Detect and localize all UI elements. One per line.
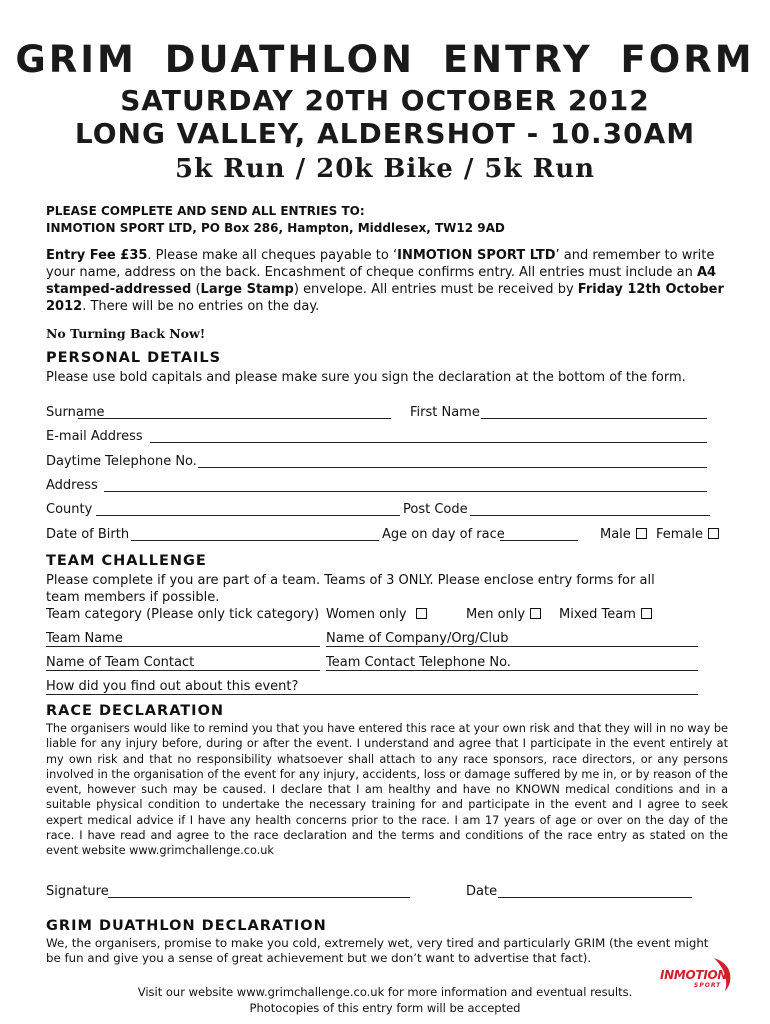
signature-field[interactable] <box>108 897 410 898</box>
team-contact-label: Name of Team Contact <box>46 655 195 670</box>
team-contact-phone-field[interactable] <box>326 670 698 671</box>
logo-sub: SPORT <box>694 982 722 989</box>
phone-field[interactable] <box>198 467 707 468</box>
email-label: E-mail Address <box>46 429 143 444</box>
payee: INMOTION SPORT LTD <box>397 248 556 263</box>
male-option[interactable] <box>600 527 647 542</box>
personal-details-heading: PERSONAL DETAILS <box>46 350 222 366</box>
company-field[interactable] <box>326 646 698 647</box>
entry-fee-paragraph <box>46 247 724 315</box>
men-option[interactable] <box>466 607 541 622</box>
email-field[interactable] <box>150 442 707 443</box>
fee-text-5: . There will be no entries on the day. <box>82 299 320 314</box>
team-name-field[interactable] <box>46 646 320 647</box>
how-found-field[interactable] <box>46 694 698 695</box>
mixed-option[interactable] <box>559 607 652 622</box>
female-label: Female <box>656 527 704 542</box>
surname-label: Surname <box>46 405 105 420</box>
mixed-label: Mixed Team <box>559 607 636 622</box>
men-label: Men only <box>466 607 526 622</box>
event-location: LONG VALLEY, ALDERSHOT - 10.30AM <box>74 117 696 150</box>
slogan: No Turning Back Now! <box>46 326 206 341</box>
team-challenge-heading: TEAM CHALLENGE <box>46 553 207 569</box>
send-heading: PLEASE COMPLETE AND SEND ALL ENTRIES TO: <box>46 204 365 218</box>
stamp-size: Large Stamp <box>200 282 294 297</box>
personal-instructions: Please use bold capitals and please make sure you sign the declaration at the bottom of the form. <box>46 370 686 385</box>
send-address: INMOTION SPORT LTD, PO Box 286, Hampton, Middlesex, TW12 9AD <box>46 221 505 235</box>
envelope-size: A4 stamped-addressed <box>46 265 717 297</box>
grim-declaration-text: We, the organisers, promise to make you cold, extremely wet, very tired and particularly GRIM (the event might be fun and give you a sense of great achievement but we don’t want to advertise that fact). <box>46 936 709 966</box>
grim-declaration-heading: GRIM DUATHLON DECLARATION <box>46 918 327 934</box>
footer-photocopies: Photocopies of this entry form will be accepted <box>249 1001 521 1015</box>
race-declaration-heading: RACE DECLARATION <box>46 703 225 719</box>
team-category-label: Team category (Please only tick category) <box>46 607 320 622</box>
age-label: Age on day of race <box>382 527 505 542</box>
address-label: Address <box>46 478 98 493</box>
men-checkbox[interactable] <box>530 608 541 619</box>
postcode-field[interactable] <box>470 515 710 516</box>
fee-text-3: ( <box>191 282 201 297</box>
female-checkbox[interactable] <box>708 528 719 539</box>
county-label: County <box>46 502 93 517</box>
team-contact-phone-label: Team Contact Telephone No. <box>326 655 511 670</box>
company-label: Name of Company/Org/Club <box>326 631 509 646</box>
phone-label: Daytime Telephone No. <box>46 454 197 469</box>
women-checkbox[interactable] <box>416 608 427 619</box>
fee-text-1: . Please make all cheques payable to ‘ <box>147 248 398 263</box>
first-name-label: First Name <box>410 405 480 420</box>
team-contact-field[interactable] <box>46 670 320 671</box>
age-field[interactable] <box>500 540 578 541</box>
entry-deadline: Friday 12th October 2012 <box>46 282 724 314</box>
team-name-label: Team Name <box>46 631 123 646</box>
event-format: 5k Run / 20k Bike / 5k Run <box>175 154 595 184</box>
women-option[interactable] <box>326 607 427 622</box>
team-instructions: Please complete if you are part of a team. Teams of 3 ONLY. Please enclose entry forms for all team members if possible. <box>46 573 655 605</box>
footer-website: Visit our website www.grimchallenge.co.uk for more information and eventual results. <box>137 985 633 999</box>
male-label: Male <box>600 527 631 542</box>
male-checkbox[interactable] <box>636 528 647 539</box>
entry-fee: Entry Fee £35 <box>46 248 148 263</box>
race-declaration-text: The organisers would like to remind you that you have entered this race at your own risk and that they will in no way be liable for any injury before, during or after the event. I understand and agree that I participate in the event entirely at my own risk and that no responsibility whatsoever shall attach to any race sponsors, race directors, or any persons involved in the organisation of the event for any injury, accidents, loss or damage suffered by me in, or by reason of the event, however such may be caused. I declare that I am healthy and have no KNOWN medical conditions and in a suitable physical condition to undertake the necessary training for and participate in the event and I agree to seek expert medical advice if I have any health concerns prior to the race. I am 17 years of age or over on the day of the race. I have read and agree to the race declaration and the terms and conditions of the race entry as stated on the event website www.grimchallenge.co.uk <box>46 722 728 858</box>
female-option[interactable] <box>656 527 719 542</box>
dob-label: Date of Birth <box>46 527 130 542</box>
date-field[interactable] <box>498 897 692 898</box>
women-label: Women only <box>326 607 407 622</box>
date-label: Date <box>466 884 498 899</box>
signature-label: Signature <box>46 884 109 899</box>
first-name-field[interactable] <box>481 418 707 419</box>
event-date: SATURDAY 20TH OCTOBER 2012 <box>120 84 650 117</box>
how-found-label: How did you find out about this event? <box>46 679 299 694</box>
fee-text-4: ) envelope. All entries must be received by <box>293 282 578 297</box>
surname-field[interactable] <box>78 418 391 419</box>
logo-name: INMOTION <box>660 968 728 982</box>
form-title: GRIM DUATHLON ENTRY FORM <box>15 38 755 81</box>
mixed-checkbox[interactable] <box>641 608 652 619</box>
dob-field[interactable] <box>131 540 379 541</box>
address-field[interactable] <box>104 491 707 492</box>
postcode-label: Post Code <box>403 502 468 517</box>
fee-text-2: ’ and remember to write your name, address on the back. Encashment of cheque confirms entry. All entries must include an <box>46 248 715 280</box>
county-field[interactable] <box>96 515 400 516</box>
